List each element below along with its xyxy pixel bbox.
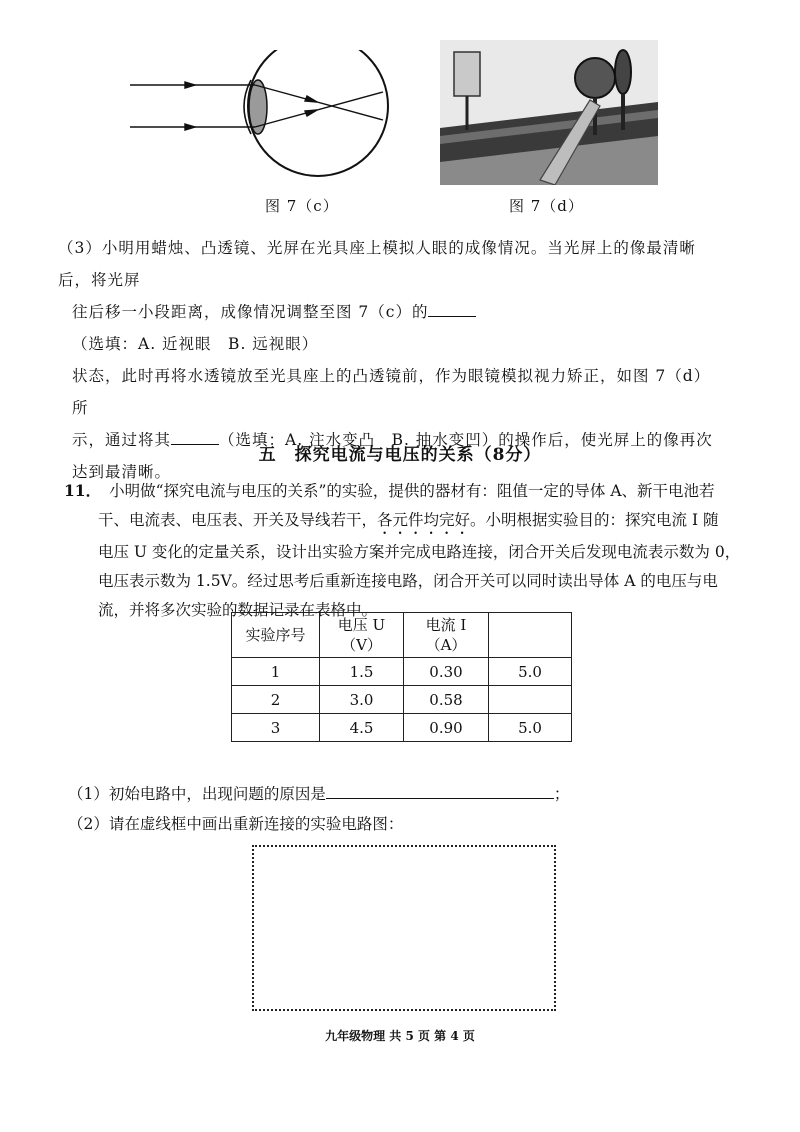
question-11-line-2 — [64, 506, 754, 538]
table-header-cell — [320, 613, 404, 658]
section-title: 五 探究电流与电压的关系（8分） — [258, 445, 542, 465]
question-11-line-4: 电压表示数为 1.5V。经过思考后重新连接电路，闭合开关可以同时读出导体 A 的电压与电 — [98, 572, 718, 590]
optical-bench-photo — [440, 40, 658, 185]
figure-7c-caption: 图 7（c） — [265, 197, 339, 215]
circuit-drawing-box[interactable] — [252, 845, 556, 1011]
table-row — [232, 686, 572, 714]
question-11-line-3: 电压 U 变化的定量关系，设计出实验方案并完成电路连接，闭合开关后发现电流表示数为 0， — [98, 543, 741, 561]
question-3-line-5: 达到最清晰。 — [72, 463, 172, 481]
eye-diagram — [125, 50, 395, 185]
table-cell: 0.58 — [404, 686, 489, 714]
question-3-line-4-text-b: （选填：A. 注水变凸 B. 抽水变凹）的操作后，使光屏上的像再次 — [219, 431, 713, 449]
table-header-cell — [232, 613, 320, 658]
figure-7d-caption: 图 7（d） — [509, 197, 584, 215]
data-table — [231, 612, 572, 742]
table-cell: 3.0 — [320, 686, 404, 714]
header-cell-unit: （A） — [425, 636, 467, 654]
question-11-number: 11． — [64, 481, 102, 500]
question-11-line-2-text-a: 干、电流表、电压表、开关及导线若干， — [98, 511, 378, 529]
question-11 — [64, 476, 754, 625]
table-cell: 4.5 — [320, 714, 404, 742]
question-3-line-4-text-a: 示，通过将其 — [72, 431, 172, 449]
table-header-cell — [489, 613, 572, 658]
table-cell: 5.0 — [489, 658, 572, 686]
question-3-line-2 — [58, 296, 718, 360]
table-cell: 2 — [232, 686, 320, 714]
question-11-line-1 — [64, 476, 754, 506]
table-header-row — [232, 613, 572, 658]
subquestion-1 — [68, 780, 569, 804]
question-11-line-5: 流，并将多次实验的数据记录在表格中。 — [98, 601, 378, 619]
emphasized-text: 各元件均完好 — [377, 511, 471, 529]
subquestion-1-text: （1）初始电路中，出现问题的原因是 — [68, 785, 326, 803]
question-3-line-2-text-a: 往后移一小段距离，成像情况调整至图 7（c）的 — [72, 303, 429, 321]
header-cell-unit: （V） — [341, 636, 382, 654]
eyeball-outline — [248, 50, 388, 176]
header-cell-text: 实验序号 — [245, 626, 306, 644]
table-cell: 3 — [232, 714, 320, 742]
table-cell: 1 — [232, 658, 320, 686]
question-11-line-1-text: 小明做“探究电流与电压的关系”的实验，提供的器材有：阻值一定的导体 A、新干电池若 — [109, 482, 715, 500]
table-cell: 0.30 — [404, 658, 489, 686]
subquestion-1-end: ； — [553, 785, 570, 803]
header-cell-text: 电压 U — [337, 616, 386, 634]
table-row — [232, 658, 572, 686]
question-11-line-2-text-b: 。小明根据实验目的：探究电流 I 随 — [470, 511, 719, 529]
table-cell: 5.0 — [489, 714, 572, 742]
subquestion-2: （2）请在虚线框中画出重新连接的实验电路图： — [68, 815, 404, 833]
question-3-line-2-text-b: （选填：A. 近视眼 B. 远视眼） — [72, 335, 319, 353]
table-cell: 1.5 — [320, 658, 404, 686]
question-3-line-1: （3）小明用蜡烛、凸透镜、光屏在光具座上模拟人眼的成像情况。当光屏上的像最清晰后，将光屏 — [58, 239, 696, 289]
table-row — [232, 714, 572, 742]
question-3-line-3: 状态，此时再将水透镜放至光具座上的凸透镜前，作为眼镜模拟视力矫正，如图 7（d）所 — [72, 367, 711, 417]
header-cell-text: 电流 I — [425, 616, 467, 634]
table-header-cell — [404, 613, 489, 658]
table-cell: 0.90 — [404, 714, 489, 742]
answer-blank-3[interactable] — [326, 780, 554, 799]
table-cell — [489, 686, 572, 714]
answer-blank-1[interactable] — [428, 298, 476, 317]
page-footer: 九年级物理 共 5 页 第 4 页 — [325, 1029, 475, 1043]
